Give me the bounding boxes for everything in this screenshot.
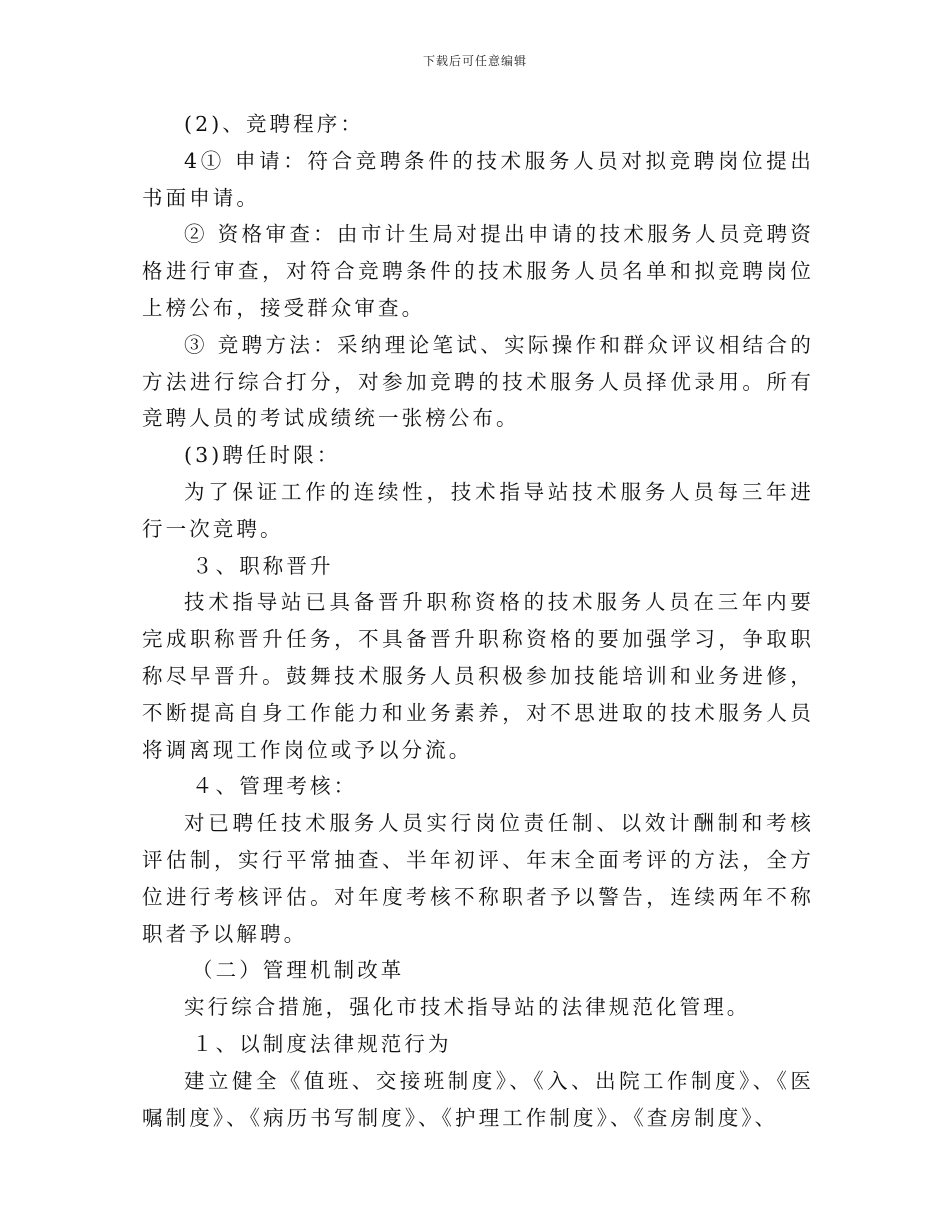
paragraph-management-assessment-detail: 对已聘任技术服务人员实行岗位责任制、以效计酬制和考核评估制，实行平常抽查、半年初评、年末全面考评的方法，全方位进行考核评估。对年度考核不称职者予以警告，连续两年不称职者予以解聘。 — [142, 811, 814, 946]
paragraph-bidding-procedure-heading: (2)、竞聘程序： — [184, 112, 364, 136]
paragraph-title-promotion-detail: 技术指导站已具备晋升职称资格的技术服务人员在三年内要完成职称晋升任务，不具备晋升职称资格的要加强学习，争取职称尽早晋升。鼓舞技术服务人员积极参加技能培训和业务进修，不断提高自身工作能力和业务素养，对不思进取的技术服务人员将调离现工作岗位或予以分流。 — [142, 590, 814, 762]
paragraph-mechanism-reform-heading: （二）管理机制改革 — [192, 958, 405, 983]
page-header-note: 下载后可任意编辑 — [422, 54, 527, 68]
paragraph-regulation-detail: 建立健全《值班、交接班制度》、《入、出院工作制度》、《医嘱制度》、《病历书写制度》、《护理工作制度》、《查房制度》、 — [142, 1068, 814, 1130]
paragraph-term-detail: 为了保证工作的连续性，技术指导站技术服务人员每三年进行一次竞聘。 — [142, 479, 814, 541]
paragraph-bidding-method: ③ 竞聘方法：采纳理论笔试、实际操作和群众评议相结合的方法进行综合打分，对参加竞聘的技术服务人员择优录用。所有竞聘人员的考试成绩统一张榜公布。 — [142, 332, 814, 431]
paragraph-application: 4① 申请：符合竞聘条件的技术服务人员对拟竞聘岗位提出书面申请。 — [142, 148, 814, 210]
paragraph-title-promotion-heading: ３、职称晋升 — [192, 553, 334, 578]
paragraph-term-heading: (3)聘任时限： — [184, 443, 341, 468]
paragraph-regulation-heading: １、以制度法律规范行为 — [192, 1031, 452, 1056]
document-body — [142, 106, 814, 1136]
paragraph-qualification-review: ② 资格审查：由市计生局对提出申请的技术服务人员竞聘资格进行审查，对符合竞聘条件的技术服务人员名单和拟竞聘岗位上榜公布，接受群众审查。 — [142, 222, 814, 320]
paragraph-management-assessment-heading: ４、管理考核： — [192, 774, 358, 799]
paragraph-mechanism-reform-detail: 实行综合措施，强化市技术指导站的法律规范化管理。 — [184, 995, 751, 1020]
